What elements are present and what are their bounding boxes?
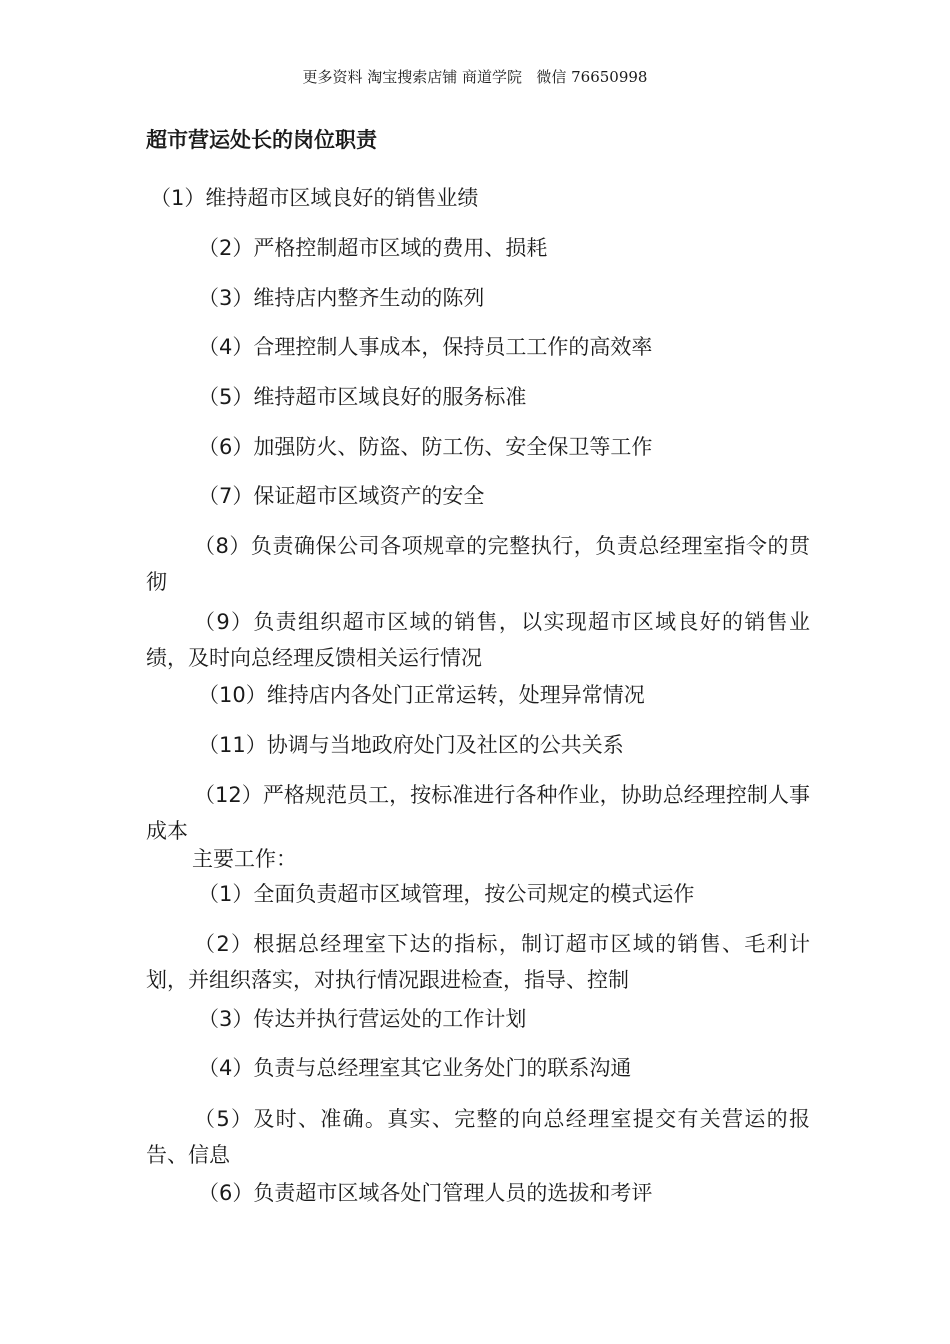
page-header: 更多资料 淘宝搜索店铺 商道学院 微信 76650998 [302, 68, 648, 86]
main-work-item-6: （6）负责超市区域各处门管理人员的选拔和考评 [198, 1181, 653, 1205]
duty-item-12: （12）严格规范员工，按标准进行各种作业，协助总经理控制人事成本 [146, 783, 810, 843]
duty-item-11: （11）协调与当地政府处门及社区的公共关系 [198, 733, 624, 757]
main-work-item-1: （1）全面负责超市区域管理，按公司规定的模式运作 [198, 882, 695, 906]
main-work-item-3: （3）传达并执行营运处的工作计划 [198, 1007, 527, 1031]
duty-item-5: （5）维持超市区域良好的服务标准 [198, 385, 527, 409]
duty-item-6: （6）加强防火、防盗、防工伤、安全保卫等工作 [198, 435, 653, 459]
duty-item-4: （4）合理控制人事成本，保持员工工作的高效率 [198, 335, 653, 359]
main-work-item-2: （2）根据总经理室下达的指标，制订超市区域的销售、毛利计划，并组织落实，对执行情况跟进检查，指导、控制 [146, 932, 810, 992]
duty-item-8: （8）负责确保公司各项规章的完整执行，负责总经理室指令的贯彻 [146, 534, 810, 594]
duty-item-2: （2）严格控制超市区域的费用、损耗 [198, 236, 548, 260]
main-work-item-4: （4）负责与总经理室其它业务处门的联系沟通 [198, 1056, 632, 1080]
duty-item-10: （10）维持店内各处门正常运转，处理异常情况 [198, 683, 645, 707]
duty-item-9: （9）负责组织超市区域的销售，以实现超市区域良好的销售业绩，及时向总经理反馈相关运行情况 [146, 610, 810, 670]
duty-item-3: （3）维持店内整齐生动的陈列 [198, 286, 485, 310]
main-work-item-5: （5）及时、准确。真实、完整的向总经理室提交有关营运的报告、信息 [146, 1107, 810, 1167]
document-title: 超市营运处长的岗位职责 [146, 128, 377, 152]
duty-item-1: （1）维持超市区域良好的销售业绩 [150, 186, 479, 210]
duty-item-7: （7）保证超市区域资产的安全 [198, 484, 485, 508]
main-work-heading: 主要工作： [192, 847, 297, 871]
